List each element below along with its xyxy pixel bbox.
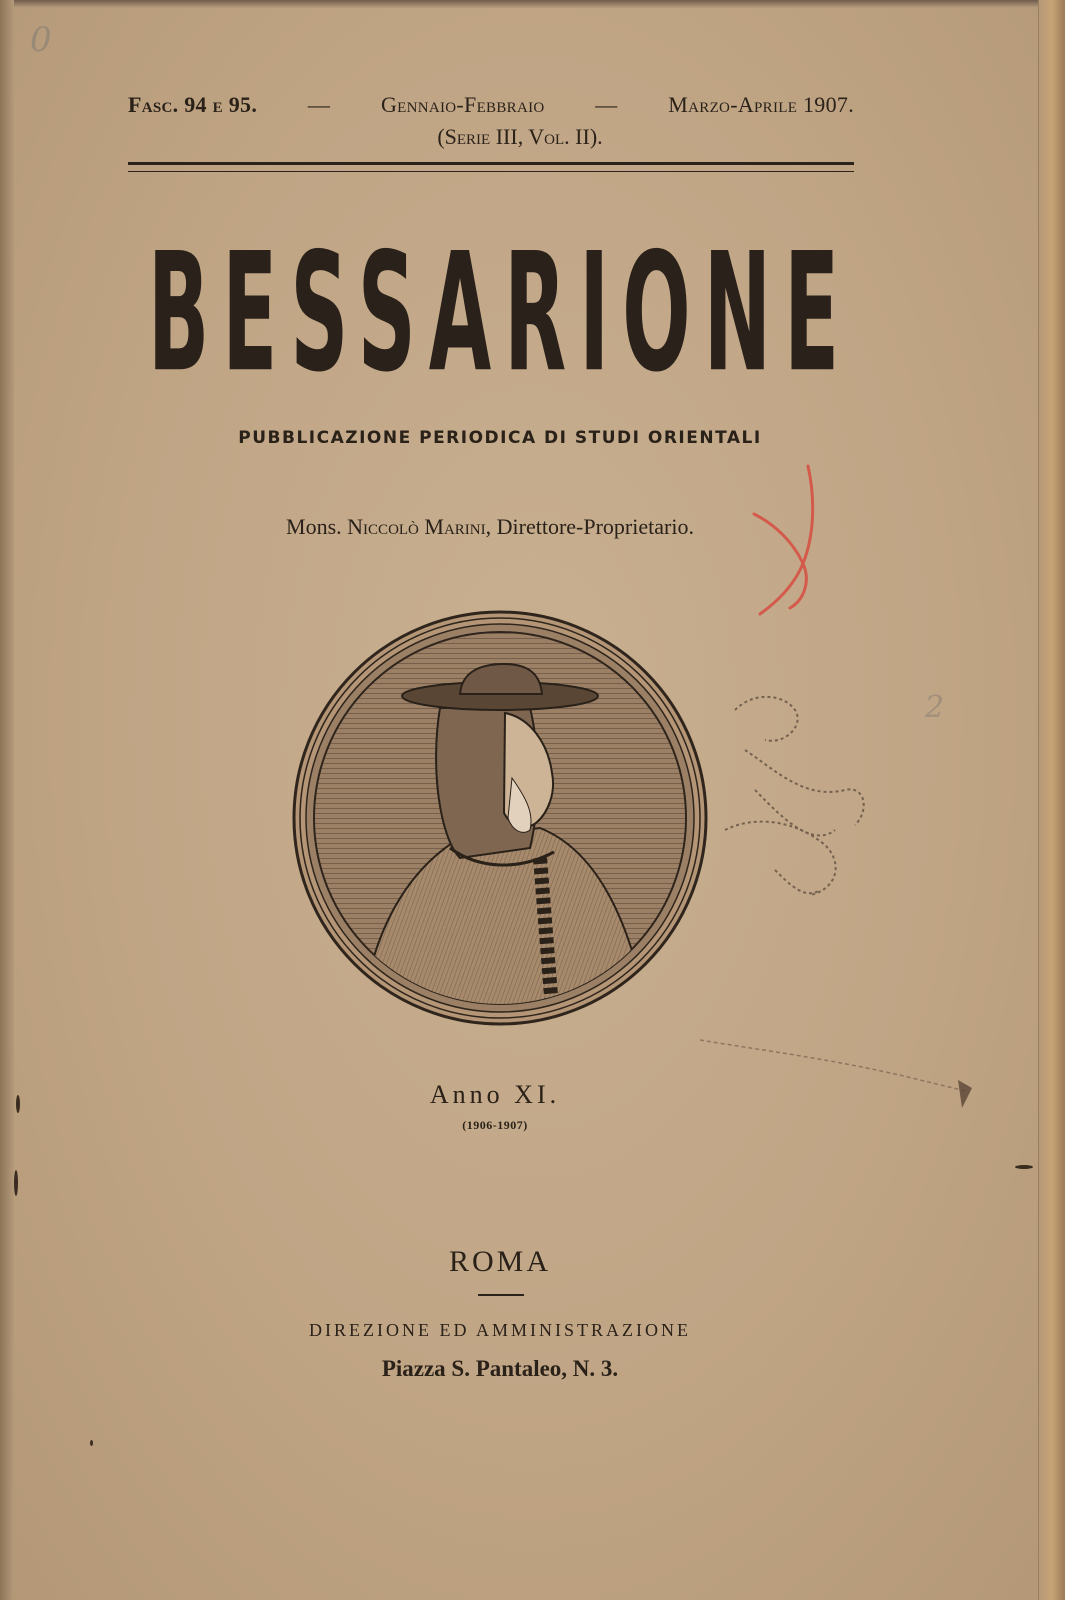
imprint-rule <box>478 1294 524 1296</box>
journal-title: BESSARIONE <box>147 218 853 409</box>
page-top-edge <box>0 0 1065 8</box>
paper-speck <box>1015 1165 1033 1169</box>
imprint-office: DIREZIONE ED AMMINISTRAZIONE <box>309 1320 691 1340</box>
library-stamp <box>715 690 880 920</box>
imprint-city: ROMA <box>448 1245 551 1278</box>
page-right-edge <box>1038 0 1065 1600</box>
pencil-annotation-right: 2 <box>925 690 945 725</box>
issue-year: 1907. <box>803 92 854 117</box>
header-rule <box>128 162 854 172</box>
fascicle-number: Fasc. 94 e 95. <box>128 92 258 117</box>
paper-speck <box>90 1440 93 1446</box>
editor-line <box>0 514 980 540</box>
paper-speck <box>16 1095 20 1113</box>
journal-subtitle: PUBBLICAZIONE PERIODICA DI STUDI ORIENTALI <box>238 428 762 448</box>
red-mark-stroke-2 <box>754 514 806 608</box>
portrait-medallion <box>290 608 710 1028</box>
issue-months-b <box>668 92 854 118</box>
issue-dash-1: — <box>307 92 331 117</box>
editor-role: Direttore-Proprietario. <box>496 514 694 539</box>
editor-prefix: Mons. <box>286 514 342 539</box>
paper-speck <box>14 1170 18 1196</box>
issue-months-b-text: Marzo-Aprile <box>668 92 798 117</box>
volume-years: (1906-1907) <box>462 1118 528 1132</box>
issue-months-a: Gennaio-Febbraio <box>380 92 545 117</box>
pencil-annotation-top: 0 <box>30 20 52 60</box>
editor-name: Niccolò Marini, <box>347 514 492 539</box>
imprint-address: Piazza S. Pantaleo, N. 3. <box>381 1356 619 1381</box>
issue-series: (Serie III, Vol. II). <box>437 124 603 149</box>
issue-line <box>128 92 854 118</box>
issue-dash-2: — <box>595 92 618 117</box>
volume-year: Anno XI. <box>429 1080 561 1109</box>
red-pencil-mark <box>752 462 832 632</box>
